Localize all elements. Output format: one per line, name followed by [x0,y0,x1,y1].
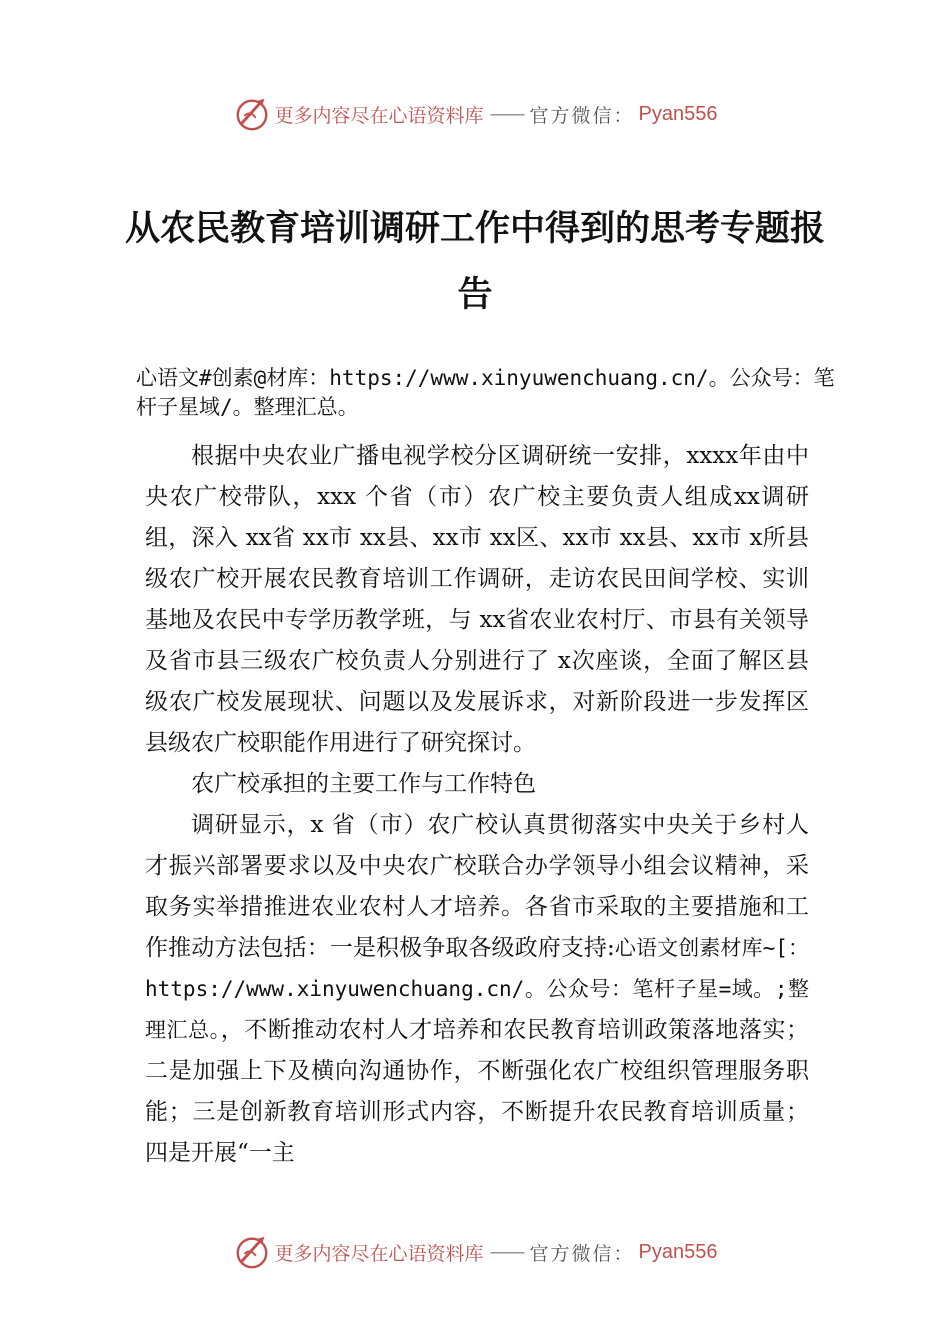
footer-watermark-banner [0,1230,950,1274]
header-watermark-banner [0,92,950,136]
inline-source-text: 心语文创素材库~[：https://www.xinyuwenchuang.cn/。公众号：笔杆子星=域。;整理汇总。 [145,936,809,1042]
banner-wechat-label: 官方微信： [529,104,635,127]
banner-wechat-id: Pyan556 [638,1240,718,1263]
pen-seal-icon [233,95,271,133]
pen-seal-icon [233,1233,271,1271]
document-body [145,436,809,1174]
body-paragraph-text: 调研显示，x 省（市）农广校认真贯彻落实中央关于乡村人才振兴部署要求以及中央农广校联合办学领导小组会议精神，采取务实举措推进农业农村人才培养。各省市采取的主要措施和工作推动方法包括：一是积极争取各级政府支持: [145,812,809,961]
body-paragraph-tail: ，不断推动农村人才培养和农民教育培训政策落地落实； 二是加强上下及横向沟通协作，不断强化农广校组织管理服务职能；三是创新教育培训形式内容，不断提升农民教育培训质量；四是开展“一主 [145,1017,810,1166]
banner-dash: —— [489,1241,524,1263]
source-line: 心语文#创素@材库：https://www.xinyuwenchuang.cn/。公众号：笔杆子星域/。整理汇总。 [136,366,835,419]
body-paragraph: 根据中央农业广播电视学校分区调研统一安排，xxxx年由中央农广校带队，xxx 个省（市）农广校主要负责人组成xx调研组，深入 xx省 xx市 xx县、xx市 xx区、xx市 xx县、xx市 x所县级农广校开展农民教育培训工作调研，走访农民田间学校、实训基地及农民中专学历教学班，与 xx省农业农村厅、市县有关领导及省市县三级农广校负责人分别进行了 x次座谈，全面了解区县级农广校发展现状、问题以及发展诉求，对新阶段进一步发挥区县级农广校职能作用进行了研究探讨。 [145,443,809,756]
banner-main-text: 更多内容尽在心语资料库 [274,104,484,127]
banner-wechat-label: 官方微信： [529,1242,635,1265]
banner-main-text: 更多内容尽在心语资料库 [274,1242,484,1265]
body-paragraph [145,805,809,1174]
banner-dash: —— [489,103,524,125]
section-heading: 农广校承担的主要工作与工作特色 [191,771,536,797]
document-title: 从农民教育培训调研工作中得到的思考专题报告 [124,208,825,315]
banner-wechat-id: Pyan556 [638,102,718,125]
